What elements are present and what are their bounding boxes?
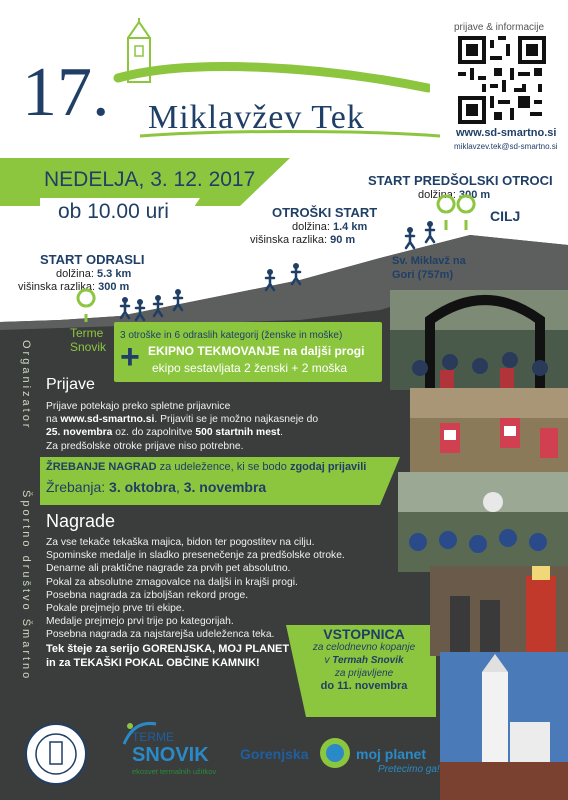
time-line: ob 10.00 uri (58, 200, 169, 223)
nagrade-item: Posebna nagrada za izboljšan rekord proge. (46, 589, 249, 601)
date-line: NEDELJA, 3. 12. 2017 (44, 168, 256, 191)
otroski-start-length: dolžina: 1.4 km (292, 221, 368, 233)
prijave-text: Prijave potekajo preko spletne prijavnice na www.sd-smartno.si. Prijaviti se je možno najkasneje do 25. novembra oz. do zapolnitve 500 startnih mest. Za predšolske otroke prijave niso potrebne. (46, 401, 319, 452)
drustvo-seal-icon (24, 722, 88, 786)
categories-line1: 3 otroške in 6 odraslih kategorij (ženske in moške) (120, 330, 343, 341)
categories-line3: ekipo sestavljata 2 ženski + 2 moška (152, 361, 348, 375)
terme-logo-text: TERME SNOVIK ekosvet termalnih užitkov (132, 730, 217, 776)
categories-line2: EKIPNO TEKMOVANJE na daljši progi (148, 344, 365, 358)
title-first: Miklavžev (148, 99, 303, 136)
plus-sign: + (120, 338, 140, 376)
map-pin-icons (0, 0, 568, 340)
start-odrasli-length: dolžina: 5.3 km (56, 268, 132, 280)
moj-planet-text: moj planet (356, 746, 427, 762)
terme-snovik-label: Terme Snovik (70, 326, 107, 354)
edition-number: 17. (22, 54, 110, 131)
race-photo-miklavz (430, 566, 568, 656)
cilj-label: CILJ (490, 208, 521, 224)
prijave-info-label: prijave & informacije (454, 22, 545, 33)
nagrade-item: Denarne ali praktične nagrade za prvih pet absolutno. (46, 563, 291, 575)
title-second: Tek (311, 99, 365, 136)
nagrade-item: Spominske medalje in sladko presenečenje za predšolske otroke. (46, 550, 345, 562)
pretecimo-text: Pretecimo ga! (378, 764, 440, 775)
start-odrasli-title: START ODRASLI (40, 252, 145, 267)
drustvo-vertical: Športno društvo Šmartno (20, 490, 32, 682)
email-link[interactable]: miklavzev.tek@sd-smartno.si (454, 142, 558, 151)
start-predsolski-title: START PREDŠOLSKI OTROCI (368, 173, 553, 188)
nagrade-item: Posebna nagrada za najstarejša udeleženca teka. (46, 629, 275, 641)
nagrade-item: Pokal za absolutne zmagovalce na daljši in krajši progi. (46, 576, 298, 588)
nagrade-item: Medalje prejmejo prvi trije po kategorijah. (46, 616, 234, 628)
zrebanje-line2: Žrebanja: 3. oktobra, 3. novembra (46, 479, 267, 495)
gorenjska-logo-text: Gorenjska (240, 746, 309, 762)
organizator-vertical: Organizator (20, 340, 32, 431)
moj-planet-logo-icon (318, 736, 352, 770)
serija-text: Tek šteje za serijo GORENJSKA, MOJ PLANET in za TEKAŠKI POKAL OBČINE KAMNIK! (46, 643, 290, 669)
summit-label: Sv. Miklavž na Gori (757m) (392, 255, 466, 281)
nagrade-heading: Nagrade (46, 511, 116, 531)
prijave-heading: Prijave (46, 376, 95, 393)
church-photo (440, 652, 568, 800)
otroski-start-title: OTROŠKI START (272, 205, 378, 220)
race-photo-arch (390, 290, 568, 390)
vstopnica-text: VSTOPNICA za celodnevno kopanje v Termah Snovik za prijavljene do 11. novembra (312, 626, 416, 692)
nagrade-item: Pokale prejmejo prve tri ekipe. (46, 603, 185, 615)
zrebanje-line1: ŽREBANJE NAGRAD za udeležence, ki se bodo zgodaj prijavili (46, 461, 367, 473)
start-predsolski-length: dolžina: 300 m (418, 189, 491, 201)
website-link[interactable]: www.sd-smartno.si (456, 127, 557, 139)
otroski-start-elevation: višinska razlika: 90 m (250, 234, 356, 246)
race-photo-kids (410, 388, 568, 478)
nagrade-item: Za vse tekače tekaška majica, bidon ter pogostitev na cilju. (46, 537, 315, 548)
start-odrasli-elevation: višinska razlika: 300 m (18, 281, 130, 293)
race-photo-crowd (398, 472, 568, 572)
